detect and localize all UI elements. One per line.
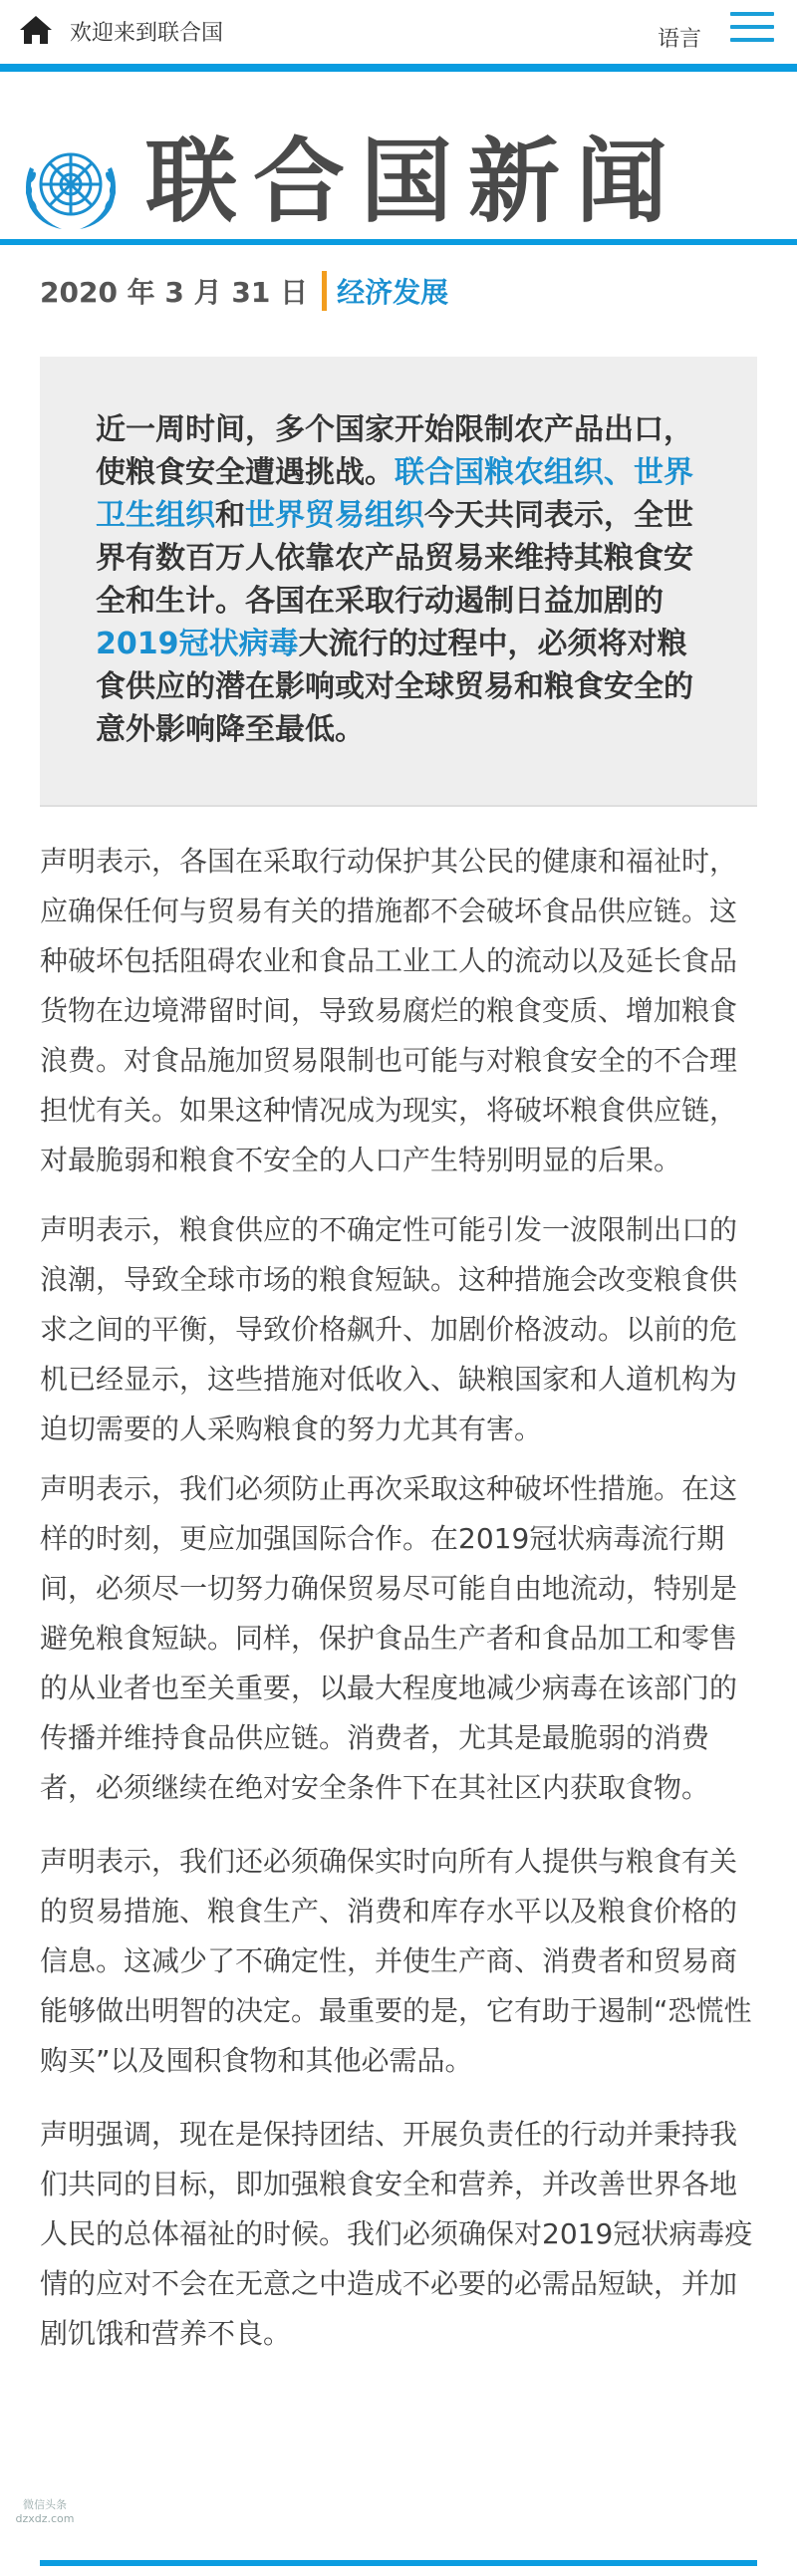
who-link[interactable]: 世界卫生组织 (96, 455, 693, 533)
body-paragraph: 声明表示，各国在采取行动保护其公民的健康和福祉时，应确保任何与贸易有关的措施都不会破坏食品供应链。这种破坏包括阻碍农业和食品工业工人的流动以及延长食品货物在边境滞留时间，导致易腐烂的粮食变质、增加粮食浪费。对食品施加贸易限制也可能与对粮食安全的不合理担忧有关。如果这种情况成为现实，将破坏粮食供应链，对最脆弱和粮食不安全的人口产生特别明显的后果。 (40, 845, 738, 1176)
summary-text: 大流行的过程中，必须将对粮食供应的潜在影响或对全球贸易和粮食安全的意外影响降至最低。 (96, 627, 693, 747)
summary-text: 今天共同表示，全世界有数百万人依靠农产品贸易来维持其粮食安全和生计。各国在采取行动遏制日益加剧的 (96, 498, 693, 619)
article-meta (40, 271, 448, 315)
language-selector[interactable]: 语言 (658, 27, 702, 52)
article-summary (40, 357, 757, 807)
fao-link[interactable]: 联合国粮农组织 (395, 455, 604, 490)
body-paragraph: 声明表示，我们必须防止再次采取这种破坏性措施。在这样的时刻，更应加强国际合作。在2019冠状病毒流行期间，必须尽一切努力确保贸易尽可能自由地流动，特别是避免粮食短缺。同样，保护食品生产者和食品加工和零售的从业者也至关重要，以最大程度地减少病毒在该部门的传播并维持食品供应链。消费者，尤其是最脆弱的消费者，必须继续在绝对安全条件下在其社区内获取食物。 (40, 1472, 738, 1804)
masthead-divider (0, 239, 797, 245)
summary-text: 和 (215, 498, 245, 533)
watermark-url: dzxdz.com (15, 2512, 75, 2525)
summary-punct: 、 (604, 455, 634, 490)
watermark-text: 微信头条 (23, 2498, 67, 2511)
masthead (0, 120, 797, 239)
welcome-link[interactable]: 欢迎来到联合国 (70, 21, 224, 46)
article-body (40, 837, 757, 2359)
home-icon[interactable] (18, 14, 54, 46)
body-paragraph: 声明表示，我们还必须确保实时向所有人提供与粮食有关的贸易措施、粮食生产、消费和库存水平以及粮食价格的信息。这减少了不确定性，并使生产商、消费者和贸易商能够做出明智的决定。最重要的是，它有助于遏制“恐慌性购买”以及囤积食物和其他必需品。 (40, 1845, 752, 2077)
summary-text: 近一周时间，多个国家开始限制农产品出口，使粮食安全遭遇挑战。 (96, 412, 693, 490)
hamburger-menu-icon[interactable] (730, 12, 774, 46)
body-paragraph: 声明强调，现在是保持团结、开展负责任的行动并秉持我们共同的目标，即加强粮食安全和营养，并改善世界各地人民的总体福祉的时候。我们必须确保对2019冠状病毒疫情的应对不会在无意之中造成不必要的必需品短缺，并加剧饥饿和营养不良。 (40, 2118, 753, 2350)
category-link[interactable]: 经济发展 (337, 276, 449, 309)
top-divider (0, 64, 797, 72)
top-bar (0, 0, 797, 64)
un-emblem-icon[interactable] (16, 137, 126, 235)
site-title[interactable]: 联合国新闻 (145, 129, 684, 235)
article-date: 2020 年 3 月 31 日 (40, 276, 309, 309)
wto-link[interactable]: 世界贸易组织 (245, 498, 424, 533)
watermark (10, 2498, 80, 2526)
covid19-link[interactable]: 2019冠状病毒 (96, 627, 299, 661)
footer-divider (40, 2560, 757, 2566)
body-paragraph: 声明表示，粮食供应的不确定性可能引发一波限制出口的浪潮，导致全球市场的粮食短缺。这种措施会改变粮食供求之间的平衡，导致价格飙升、加剧价格波动。以前的危机已经显示，这些措施对低收入、缺粮国家和人道机构为迫切需要的人采购粮食的努力尤其有害。 (40, 1213, 738, 1445)
meta-separator (322, 271, 327, 311)
